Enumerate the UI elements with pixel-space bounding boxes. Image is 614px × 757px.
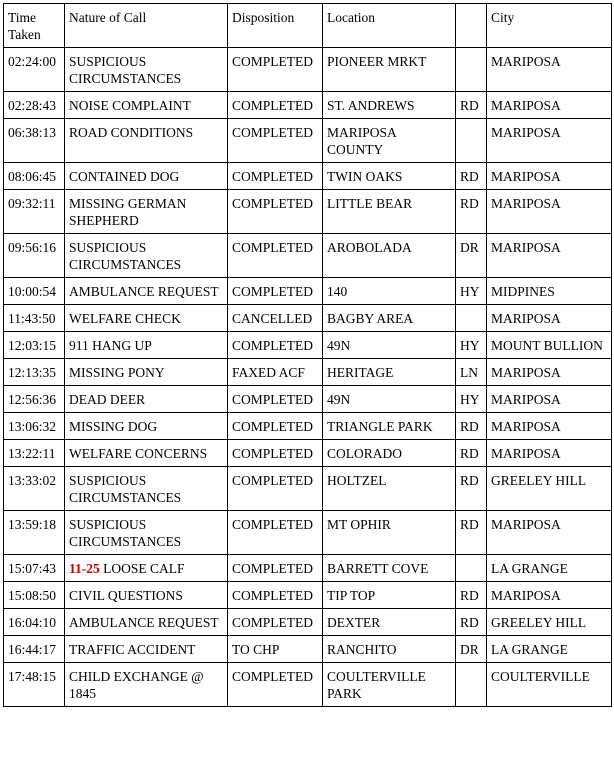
suffix-cell: RD xyxy=(456,467,487,511)
location-cell: TIP TOP xyxy=(323,582,456,609)
time-cell: 12:56:36 xyxy=(4,386,65,413)
time-cell: 12:13:35 xyxy=(4,359,65,386)
time-cell: 11:43:50 xyxy=(4,305,65,332)
time-cell: 06:38:13 xyxy=(4,119,65,163)
location-cell: 49N xyxy=(323,386,456,413)
nature-cell: CIVIL QUESTIONS xyxy=(65,582,228,609)
time-cell: 15:08:50 xyxy=(4,582,65,609)
time-cell: 09:32:11 xyxy=(4,190,65,234)
nature-cell: NOISE COMPLAINT xyxy=(65,92,228,119)
disposition-cell: FAXED ACF xyxy=(228,359,323,386)
header-row xyxy=(4,4,612,48)
city-cell: COULTERVILLE xyxy=(487,663,612,707)
disposition-cell: CANCELLED xyxy=(228,305,323,332)
city-cell: MARIPOSA xyxy=(487,234,612,278)
table-row xyxy=(4,119,612,163)
location-cell: RANCHITO xyxy=(323,636,456,663)
table-row xyxy=(4,386,612,413)
city-cell: LA GRANGE xyxy=(487,636,612,663)
table-row xyxy=(4,359,612,386)
disposition-cell: COMPLETED xyxy=(228,190,323,234)
location-cell: COLORADO xyxy=(323,440,456,467)
table-row xyxy=(4,163,612,190)
table-row xyxy=(4,511,612,555)
location-cell: TWIN OAKS xyxy=(323,163,456,190)
suffix-cell: RD xyxy=(456,92,487,119)
time-cell: 16:44:17 xyxy=(4,636,65,663)
time-cell: 16:04:10 xyxy=(4,609,65,636)
city-cell: MARIPOSA xyxy=(487,359,612,386)
header-disposition: Disposition xyxy=(228,4,323,48)
header-street-suffix xyxy=(456,4,487,48)
location-cell: HERITAGE xyxy=(323,359,456,386)
time-cell: 12:03:15 xyxy=(4,332,65,359)
city-cell: LA GRANGE xyxy=(487,555,612,582)
city-cell: MARIPOSA xyxy=(487,511,612,555)
nature-cell: SUSPICIOUS CIRCUMSTANCES xyxy=(65,234,228,278)
call-log-table xyxy=(3,3,612,707)
time-cell: 13:06:32 xyxy=(4,413,65,440)
disposition-cell: COMPLETED xyxy=(228,119,323,163)
location-cell: AROBOLADA xyxy=(323,234,456,278)
table-row xyxy=(4,190,612,234)
time-cell: 08:06:45 xyxy=(4,163,65,190)
disposition-cell: COMPLETED xyxy=(228,582,323,609)
nature-cell: WELFARE CHECK xyxy=(65,305,228,332)
location-cell: DEXTER xyxy=(323,609,456,636)
nature-cell: MISSING DOG xyxy=(65,413,228,440)
location-cell: BAGBY AREA xyxy=(323,305,456,332)
disposition-cell: COMPLETED xyxy=(228,386,323,413)
disposition-cell: COMPLETED xyxy=(228,278,323,305)
table-row xyxy=(4,332,612,359)
suffix-cell xyxy=(456,555,487,582)
nature-cell: 911 HANG UP xyxy=(65,332,228,359)
table-row xyxy=(4,413,612,440)
location-cell: HOLTZEL xyxy=(323,467,456,511)
table-body xyxy=(4,48,612,707)
header-location: Location xyxy=(323,4,456,48)
city-cell: MARIPOSA xyxy=(487,413,612,440)
suffix-cell xyxy=(456,663,487,707)
header-nature-of-call: Nature of Call xyxy=(65,4,228,48)
suffix-cell: DR xyxy=(456,234,487,278)
location-cell: LITTLE BEAR xyxy=(323,190,456,234)
disposition-cell: COMPLETED xyxy=(228,413,323,440)
nature-cell: DEAD DEER xyxy=(65,386,228,413)
table-row xyxy=(4,555,612,582)
disposition-cell: COMPLETED xyxy=(228,92,323,119)
time-cell: 17:48:15 xyxy=(4,663,65,707)
location-cell: COULTERVILLE PARK xyxy=(323,663,456,707)
disposition-cell: COMPLETED xyxy=(228,332,323,359)
disposition-cell: COMPLETED xyxy=(228,48,323,92)
nature-cell: TRAFFIC ACCIDENT xyxy=(65,636,228,663)
disposition-cell: COMPLETED xyxy=(228,234,323,278)
disposition-cell: COMPLETED xyxy=(228,555,323,582)
disposition-cell: COMPLETED xyxy=(228,440,323,467)
nature-text: LOOSE CALF xyxy=(103,561,185,576)
suffix-cell: RD xyxy=(456,440,487,467)
time-cell: 09:56:16 xyxy=(4,234,65,278)
table-row xyxy=(4,48,612,92)
table-row xyxy=(4,234,612,278)
nature-cell: SUSPICIOUS CIRCUMSTANCES xyxy=(65,511,228,555)
suffix-cell xyxy=(456,48,487,92)
city-cell: GREELEY HILL xyxy=(487,609,612,636)
table-row xyxy=(4,609,612,636)
location-cell: ST. ANDREWS xyxy=(323,92,456,119)
time-cell: 13:59:18 xyxy=(4,511,65,555)
city-cell: MARIPOSA xyxy=(487,119,612,163)
call-code: 11-25 xyxy=(69,561,100,576)
location-cell: TRIANGLE PARK xyxy=(323,413,456,440)
nature-cell: CHILD EXCHANGE @ 1845 xyxy=(65,663,228,707)
header-city: City xyxy=(487,4,612,48)
city-cell: MARIPOSA xyxy=(487,48,612,92)
city-cell: MARIPOSA xyxy=(487,582,612,609)
table-row xyxy=(4,467,612,511)
suffix-cell: DR xyxy=(456,636,487,663)
table-row xyxy=(4,636,612,663)
city-cell: MOUNT BULLION xyxy=(487,332,612,359)
nature-cell: MISSING PONY xyxy=(65,359,228,386)
city-cell: MARIPOSA xyxy=(487,163,612,190)
table-row xyxy=(4,305,612,332)
suffix-cell: HY xyxy=(456,278,487,305)
table-row xyxy=(4,92,612,119)
suffix-cell: HY xyxy=(456,332,487,359)
suffix-cell xyxy=(456,119,487,163)
city-cell: MARIPOSA xyxy=(487,190,612,234)
nature-cell: AMBULANCE REQUEST xyxy=(65,278,228,305)
nature-cell: MISSING GERMAN SHEPHERD xyxy=(65,190,228,234)
header-time-taken: Time Taken xyxy=(4,4,65,48)
nature-cell: SUSPICIOUS CIRCUMSTANCES xyxy=(65,467,228,511)
location-cell: 49N xyxy=(323,332,456,359)
time-cell: 02:28:43 xyxy=(4,92,65,119)
city-cell: MARIPOSA xyxy=(487,440,612,467)
nature-cell xyxy=(65,555,228,582)
location-cell: MARIPOSA COUNTY xyxy=(323,119,456,163)
city-cell: MARIPOSA xyxy=(487,305,612,332)
suffix-cell: RD xyxy=(456,609,487,636)
suffix-cell: RD xyxy=(456,582,487,609)
time-cell: 13:33:02 xyxy=(4,467,65,511)
table-row xyxy=(4,440,612,467)
time-cell: 15:07:43 xyxy=(4,555,65,582)
table-row xyxy=(4,278,612,305)
location-cell: MT OPHIR xyxy=(323,511,456,555)
suffix-cell: RD xyxy=(456,511,487,555)
location-cell: 140 xyxy=(323,278,456,305)
time-cell: 13:22:11 xyxy=(4,440,65,467)
city-cell: MARIPOSA xyxy=(487,92,612,119)
city-cell: GREELEY HILL xyxy=(487,467,612,511)
suffix-cell: RD xyxy=(456,190,487,234)
time-cell: 02:24:00 xyxy=(4,48,65,92)
table-header xyxy=(4,4,612,48)
nature-cell: SUSPICIOUS CIRCUMSTANCES xyxy=(65,48,228,92)
time-cell: 10:00:54 xyxy=(4,278,65,305)
disposition-cell: COMPLETED xyxy=(228,511,323,555)
location-cell: BARRETT COVE xyxy=(323,555,456,582)
disposition-cell: COMPLETED xyxy=(228,467,323,511)
nature-cell: ROAD CONDITIONS xyxy=(65,119,228,163)
location-cell: PIONEER MRKT xyxy=(323,48,456,92)
disposition-cell: COMPLETED xyxy=(228,163,323,190)
table-row xyxy=(4,582,612,609)
nature-cell: CONTAINED DOG xyxy=(65,163,228,190)
suffix-cell: RD xyxy=(456,163,487,190)
nature-cell: AMBULANCE REQUEST xyxy=(65,609,228,636)
suffix-cell: RD xyxy=(456,413,487,440)
suffix-cell: LN xyxy=(456,359,487,386)
city-cell: MARIPOSA xyxy=(487,386,612,413)
disposition-cell: COMPLETED xyxy=(228,663,323,707)
suffix-cell xyxy=(456,305,487,332)
table-row xyxy=(4,663,612,707)
suffix-cell: HY xyxy=(456,386,487,413)
disposition-cell: COMPLETED xyxy=(228,609,323,636)
disposition-cell: TO CHP xyxy=(228,636,323,663)
nature-cell: WELFARE CONCERNS xyxy=(65,440,228,467)
city-cell: MIDPINES xyxy=(487,278,612,305)
